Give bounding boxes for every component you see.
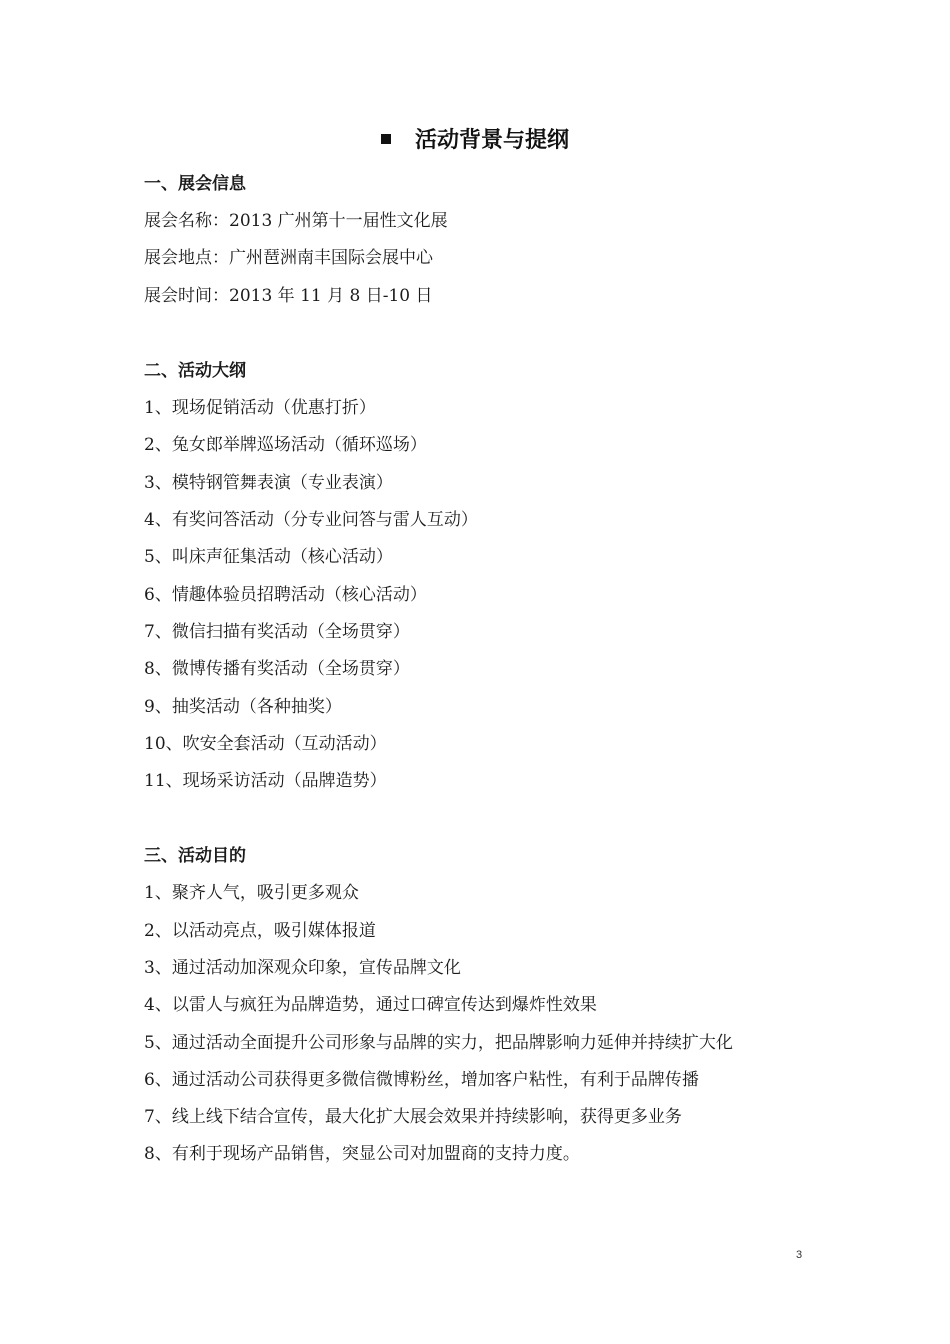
section-heading-exhibition-info: 一、展会信息 [144, 174, 246, 194]
goal-item: 1、聚齐人气，吸引更多观众 [144, 883, 359, 903]
goal-item: 4、以雷人与疯狂为品牌造势，通过口碑宣传达到爆炸性效果 [144, 995, 597, 1015]
outline-item: 10、吹安全套活动（互动活动） [144, 734, 387, 754]
outline-item: 3、模特钢管舞表演（专业表演） [144, 473, 393, 493]
outline-item: 11、现场采访活动（品牌造势） [144, 771, 387, 791]
outline-item: 8、微博传播有奖活动（全场贯穿） [144, 659, 410, 679]
outline-item: 4、有奖问答活动（分专业问答与雷人互动） [144, 510, 478, 530]
outline-item: 1、现场促销活动（优惠打折） [144, 398, 376, 418]
document-title [0, 124, 950, 158]
section-heading-activity-goals: 三、活动目的 [144, 846, 246, 866]
exhibition-time-line: 展会时间：2013 年 11 月 8 日-10 日 [144, 286, 433, 306]
goal-item: 5、通过活动全面提升公司形象与品牌的实力，把品牌影响力延伸并持续扩大化 [144, 1033, 733, 1053]
goal-item: 8、有利于现场产品销售，突显公司对加盟商的支持力度。 [144, 1144, 580, 1164]
exhibition-name-line: 展会名称：2013 广州第十一届性文化展 [144, 211, 448, 231]
goal-item: 2、以活动亮点，吸引媒体报道 [144, 921, 376, 941]
section-heading-activity-outline: 二、活动大纲 [144, 361, 246, 381]
outline-item: 9、抽奖活动（各种抽奖） [144, 697, 342, 717]
outline-item: 6、情趣体验员招聘活动（核心活动） [144, 585, 427, 605]
exhibition-location-line: 展会地点：广州琶洲南丰国际会展中心 [144, 248, 433, 268]
outline-item: 5、叫床声征集活动（核心活动） [144, 547, 393, 567]
square-bullet-icon [381, 134, 391, 144]
goal-item: 6、通过活动公司获得更多微信微博粉丝，增加客户粘性，有利于品牌传播 [144, 1070, 699, 1090]
outline-item: 2、兔女郎举牌巡场活动（循环巡场） [144, 435, 427, 455]
goal-item: 3、通过活动加深观众印象，宣传品牌文化 [144, 958, 461, 978]
page-number: 3 [796, 1249, 803, 1261]
goal-item: 7、线上线下结合宣传，最大化扩大展会效果并持续影响，获得更多业务 [144, 1107, 682, 1127]
document-title-text: 活动背景与提纲 [414, 128, 569, 153]
outline-item: 7、微信扫描有奖活动（全场贯穿） [144, 622, 410, 642]
